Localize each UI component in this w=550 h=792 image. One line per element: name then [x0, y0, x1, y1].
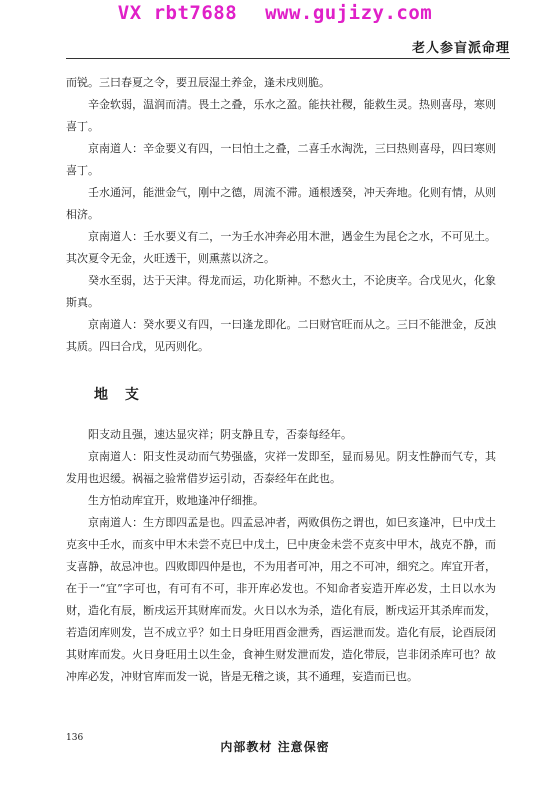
page-number: 136 [66, 733, 84, 743]
paragraph: 壬水通河，能泄金气，刚中之德，周流不滞。通根透癸，冲天奔地。化则有情，从则相济。 [66, 186, 496, 221]
paragraph: 京南道人：癸水要义有四，一曰逢龙即化。二曰财官旺而从之。三曰不能泄金，反浊其质。四曰合戊，见丙则化。 [66, 318, 496, 353]
section-heading: 地 支 [94, 387, 145, 403]
footer-notice: 内部教材 注意保密 [220, 740, 330, 754]
paragraph: 京南道人：壬水要义有二，一为壬水冲奔必用木泄，遇金生为昆仑之水，不可见土。其次夏令无金，火旺透干，则熏蒸以济之。 [66, 230, 496, 265]
paragraph: 而锐。三曰春夏之令，要丑辰湿土养金，逢未戌则脆。 [66, 76, 330, 89]
paragraph: 京南道人：辛金要义有四，一曰怕土之叠，二喜壬水淘洗，三曰热则喜母，四曰寒则喜丁。 [66, 142, 496, 177]
running-header-title: 老人参盲派命理 [411, 41, 510, 56]
header-divider [66, 58, 510, 59]
paragraph: 癸水至弱，达于天津。得龙而运，功化斯神。不愁火土，不论庚辛。合戊见火，化象斯真。 [66, 274, 496, 309]
paragraph: 京南道人：生方即四孟是也。四孟忌冲者，两败俱伤之谓也，如巳亥逢冲，巳中戊土克亥中壬水，而亥中甲木未尝不克巳中戊土，巳中庚金未尝不克亥中甲木，战克不静，而支喜静，故忌冲也。四败即四仲是也，不为用者可冲，用之不可冲，细究之。库宜开者，在于一“宜”字可也，有可有不可，非开库必发也。不知命者妄造开库必发，土日以水为财，造化有辰，断戌运开其财库而发。火日以水为杀，造化有辰，断戌运开其杀库而发，若造闭库则发，岂不成立乎？如土日身旺用酉金泄秀，酉运泄而发。造化有辰，论酉辰闭其财库而发。火日身旺用土以生金，食神生财发泄而发，造化带辰，岂非闭杀库可也？故冲库必发，冲财官库而发一说，皆是无稽之谈，其不通理，妄造而已也。 [66, 516, 496, 683]
paragraph: 阳支动且强，速达显灾祥；阴支静且专，否泰每经年。 [88, 428, 352, 441]
paragraph: 京南道人：阳支性灵动而气势强盛，灾祥一发即至，显而易见。阴支性静而气专，其发用也迟缓。祸福之验常借岁运引动，否泰经年在此也。 [66, 450, 496, 485]
page-body [66, 72, 496, 688]
watermark [0, 2, 550, 24]
paragraph-group-top [66, 72, 496, 358]
watermark-site: www.gujizy.com [265, 2, 433, 24]
paragraph: 辛金软弱，温润而清。畏土之叠，乐水之盈。能扶社稷，能救生灵。热则喜母，寒则喜丁。 [66, 98, 496, 133]
watermark-contact: VX rbt7688 [117, 2, 238, 24]
paragraph: 生方怕动库宜开，败地逢冲仔细推。 [88, 494, 264, 507]
paragraph-group-bottom [66, 424, 496, 688]
